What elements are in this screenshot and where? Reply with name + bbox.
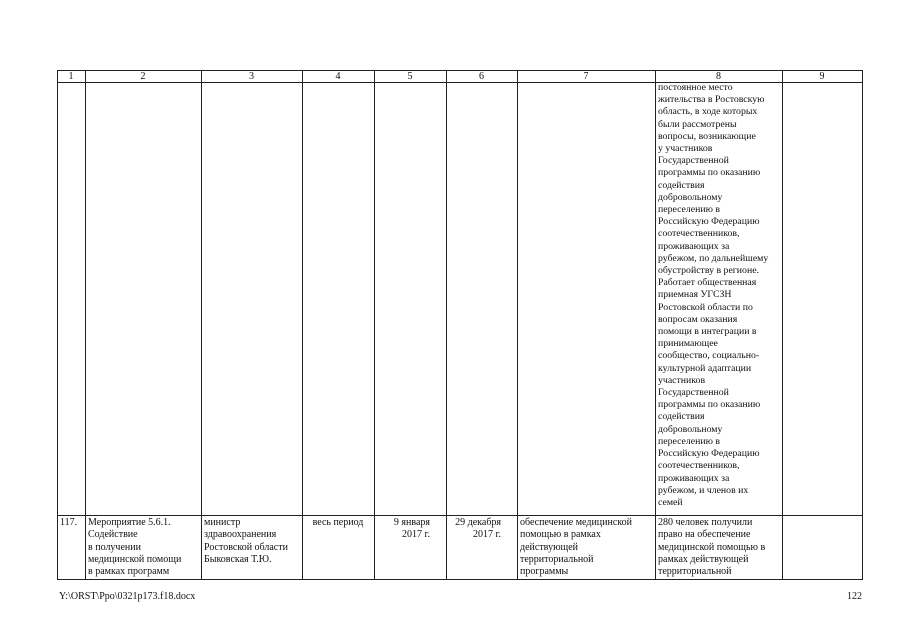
end-date: 29 декабря 2017 г. [455, 517, 501, 541]
col-border [57, 70, 58, 580]
column-header-6: 6 [479, 71, 484, 82]
column-header-5: 5 [407, 71, 413, 82]
expected-result: обеспечение медицинской помощью в рамках действующей территориальной программы [520, 517, 633, 578]
column-header-8: 8 [716, 71, 721, 82]
col-border [517, 70, 518, 580]
col-border [374, 70, 375, 580]
col-border [446, 70, 447, 580]
continuation-result-text: постоянное место жительства в Ростовскую область, в ходе которых были рассмотрены вопросы, возникающие у участников Государственной программы по оказанию содействия добровольному переселению в Российскую Федерацию соотечественников, проживающих за рубежом, по дальнейшему обустройству в регионе. Работает общественная приемная УГСЗН Ростовской области по вопросам оказания помощи в интеграции в принимающее сообщество, социально- культурной адаптации участников Государственной программы по оказанию содействия добровольному переселению в Российскую Федерацию соотечественников, проживающих за рубежом, и членов их семей [658, 82, 769, 508]
column-header-2: 2 [140, 71, 146, 82]
column-header-9: 9 [819, 71, 825, 82]
responsible-person: министр здравоохранения Ростовской области Быковская Т.Ю. [204, 517, 288, 565]
row-number: 117. [60, 517, 78, 528]
row-separator [57, 515, 862, 516]
column-header-1: 1 [68, 71, 74, 82]
page-number: 122 [847, 591, 862, 602]
column-header-7: 7 [583, 71, 589, 82]
col-border [655, 70, 656, 580]
col-border [201, 70, 202, 580]
event-name: Мероприятие 5.6.1. Содействие в получении медицинской помощи в рамках программ [88, 517, 182, 578]
file-path: Y:\ORST\Ppo\0321p173.f18.docx [59, 591, 196, 602]
column-header-3: 3 [249, 71, 254, 82]
table-bottom-border [57, 579, 862, 580]
col-border [302, 70, 303, 580]
col-border [782, 70, 783, 580]
col-border [85, 70, 86, 580]
column-header-4: 4 [335, 71, 341, 82]
actual-result: 280 человек получили право на обеспечение медицинской помощью в рамках действующей территориальной [658, 517, 766, 578]
start-date: 9 января 2017 г. [393, 517, 430, 541]
col-border [862, 70, 863, 580]
period: весь период [312, 517, 364, 528]
